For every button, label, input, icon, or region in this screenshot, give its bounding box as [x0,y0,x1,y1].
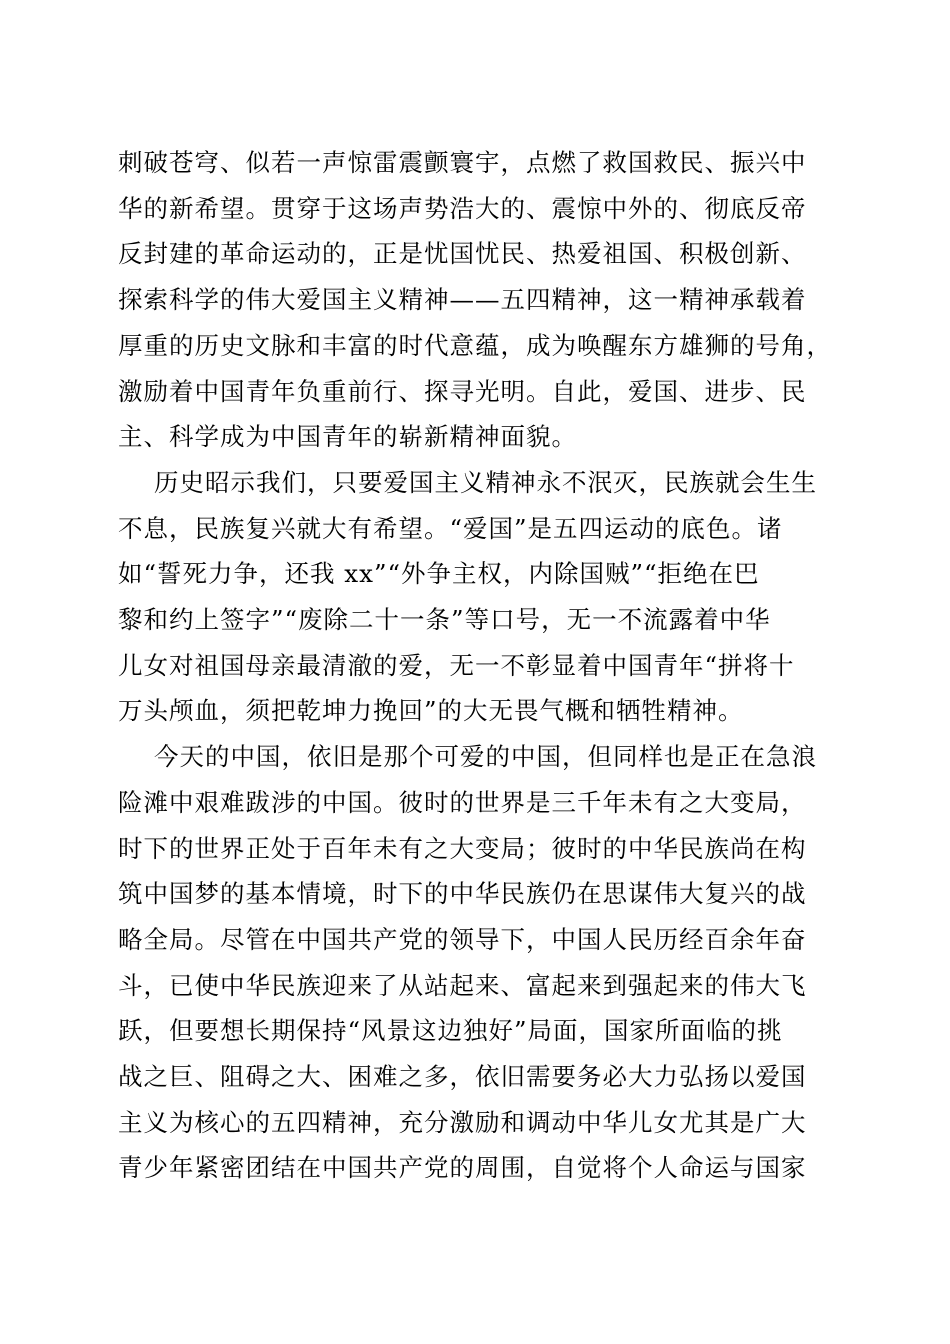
text-line: 略全局。尽管在中国共产党的领导下，中国人民历经百余年奋 [118,924,807,954]
text-line: 今天的中国，依旧是那个可爱的中国，但同样也是正在急浪 [154,742,817,772]
paragraph-1 [118,140,838,460]
text-line: 反封建的革命运动的，正是忧国忧民、热爱祖国、积极创新、 [118,239,807,269]
text-line: 万头颅血，须把乾坤力挽回”的大无畏气概和牺牲精神。 [118,696,744,726]
text-line: 历史昭示我们，只要爱国主义精神永不泯灭，民族就会生生 [154,467,817,497]
text-line: 黎和约上签字”“废除二十一条”等口号，无一不流露着中华 [118,605,771,635]
text-line: 激励着中国青年负重前行、探寻光明。自此，爱国、进步、民 [118,376,807,406]
text-line: 不息，民族复兴就大有希望。“爱国”是五四运动的底色。诸 [118,513,783,543]
text-line: 跃，但要想长期保持“风景这边独好”局面，国家所面临的挑 [118,1016,783,1046]
text-line: 主义为核心的五四精神，充分激励和调动中华儿女尤其是广大 [118,1107,807,1137]
paragraph-3 [118,734,838,1191]
text-line: 青少年紧密团结在中国共产党的周围，自觉将个人命运与国家 [118,1153,807,1183]
text-line: 如“誓死力争，还我 xx”“外争主权，内除国贼”“拒绝在巴 [118,559,760,589]
text-line: 险滩中艰难跋涉的中国。彼时的世界是三千年未有之大变局， [118,787,807,817]
document-body [118,140,838,1191]
paragraph-2 [118,460,838,734]
text-line: 斗，已使中华民族迎来了从站起来、富起来到强起来的伟大飞 [118,970,807,1000]
text-line: 儿女对祖国母亲最清澈的爱，无一不彰显着中国青年“拼将十 [118,650,795,680]
text-line: 主、科学成为中国青年的崭新精神面貌。 [118,422,577,452]
text-line: 华的新希望。贯穿于这场声势浩大的、震惊中外的、彻底反帝 [118,193,807,223]
text-line: 刺破苍穹、似若一声惊雷震颤寰宇，点燃了救国救民、振兴中 [118,148,807,177]
text-line: 探索科学的伟大爱国主义精神——五四精神，这一精神承载着 [118,285,807,315]
text-line: 战之巨、阻碍之大、困难之多，依旧需要务必大力弘扬以爱国 [118,1062,807,1092]
text-line: 时下的世界正处于百年未有之大变局；彼时的中华民族尚在构 [118,833,807,863]
text-line: 厚重的历史文脉和丰富的时代意蕴，成为唤醒东方雄狮的号角， [118,330,832,360]
text-line: 筑中国梦的基本情境，时下的中华民族仍在思谋伟大复兴的战 [118,879,807,909]
